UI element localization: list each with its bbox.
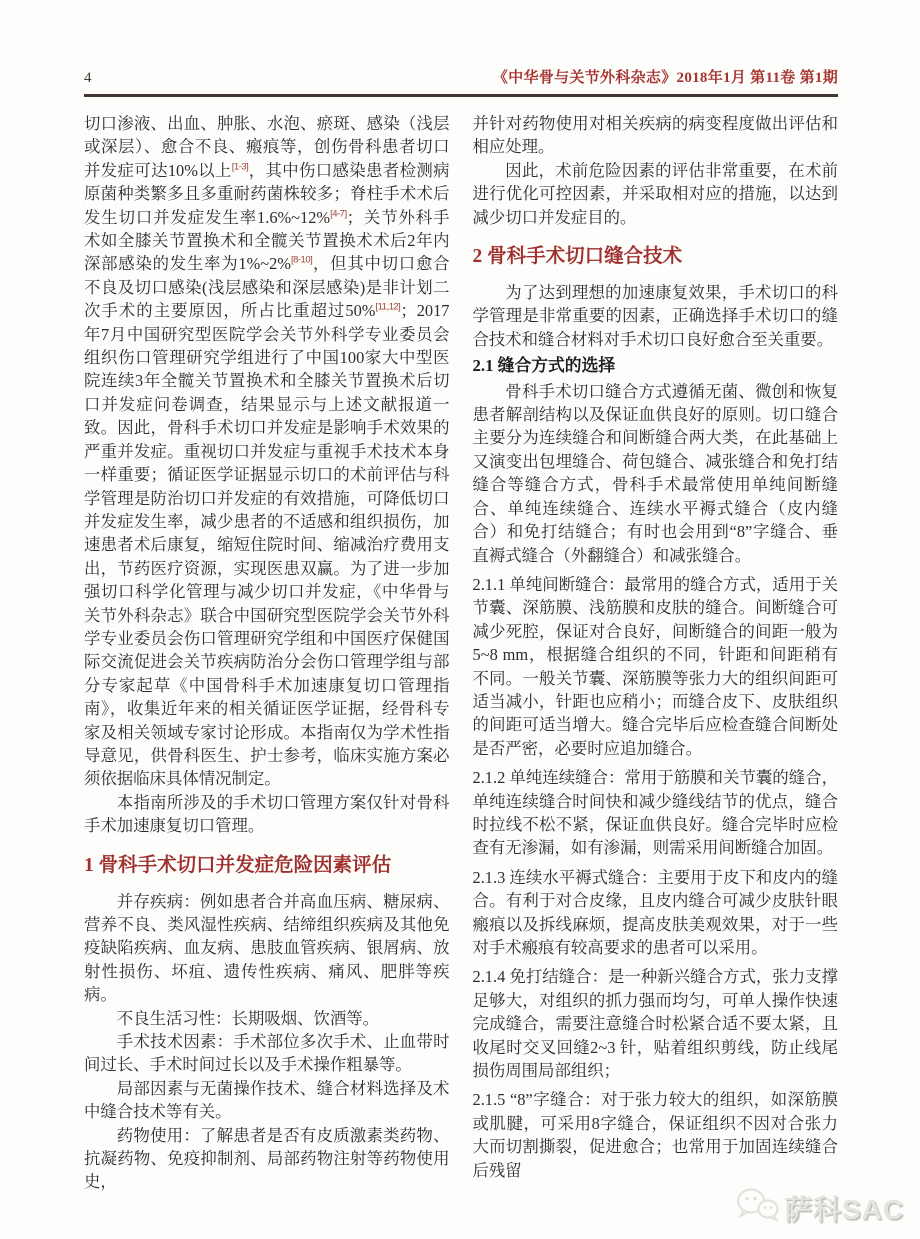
wechat-chat-bubbles-icon: [735, 1186, 781, 1229]
paragraph-2-1-2: 2.1.2 单纯连续缝合：常用于筋膜和关节囊的缝合，单纯连续缝合时间快和减少缝线结节的优点，缝合时拉线不松不紧，保证血供良好。缝合完毕时应检查有无渗漏，如有渗漏，则需采用间断缝合加固。: [472, 768, 838, 858]
intro-paragraph-continuation: 切口渗液、出血、肿胀、水泡、瘀斑、感染（浅层或深层）、愈合不良、瘢痕等，创伤骨科患者切口并发症可达10%以上[1-3]，其中伤口感染患者检测病原菌种类繁多且多重耐药菌株较多；脊柱手术术后发生切口并发症发生率1.6%~12%[4-7]；关节外科手术如全膝关节置换术和全髋关节置换术术后2年内深部感染的发生率为1%~2%[8-10]，但其中切口愈合不良及切口感染(浅层感染和深层感染)是非计划二次手术的主要原因，所占比重超过50%[11,12]；2017年7月中国研究型医院学会关节外科学专业委员会组织伤口管理研究学组进行了中国100家大中型医院连续3年全髋关节置换术和全膝关节置换术后切口并发症问卷调查，结果显示与上述文献报道一致。因此，骨科手术切口并发症是影响手术效果的严重并发症。重视切口并发症与重视手术技术本身一样重要；循证医学证据显示切口的术前评估与科学管理是防治切口并发症的有效措施，可降低切口并发症发生率，减少患者的不适感和组织损伤，加速患者术后康复，缩短住院时间、缩减治疗费用支出，节药医疗资源，实现医患双赢。为了进一步加强切口科学化管理与减少切口并发症，《中华骨与关节外科杂志》联合中国研究型医院学会关节外科学专业委员会伤口管理研究学组和中国医疗保健国际交流促进会关节疾病防治分会伤口管理学组与部分专家起草《中国骨科手术加速康复切口管理指南》，收集近年来的相关循证医学证据，经骨科专家及相关领域专家讨论形成。本指南仅为学术性指导意见，供骨科医生、护士参考，临床实施方案必须依据临床具体情况制定。: [84, 114, 450, 789]
citation-superscript: [8-10]: [290, 254, 313, 266]
left-column: [84, 112, 450, 1194]
citation-superscript: [4-7]: [330, 208, 347, 220]
paragraph-2-1-3: 2.1.3 连续水平褥式缝合：主要用于皮下和皮内的缝合。有利于对合皮缘，且皮内缝合可减少皮肤针眼瘢痕以及拆线麻烦，提高皮肤美观效果，对于一些对手术瘢痕有较高要求的患者可以采用。: [472, 867, 838, 957]
journal-citation: 《中华骨与关节外科杂志》2018年1月 第11卷 第1期: [492, 70, 838, 86]
right-column: [473, 112, 839, 1194]
suture-intro-paragraph: 为了达到理想的加速康复效果，手术切口的科学管理是非常重要的因素，正确选择手术切口的缝合技术和缝合材料对手术切口良好愈合至关重要。: [472, 283, 838, 349]
drug-use-paragraph: 药物使用：了解患者是否有皮质激素类药物、抗凝药物、免疫抑制剂、局部药物注射等药物使用史，: [84, 1125, 450, 1192]
comorbidity-paragraph: 并存疾病：例如患者合并高血压病、糖尿病、营养不良、类风湿性疾病、结缔组织疾病及其他免疫缺陷疾病、血友病、患肢血管疾病、银屑病、放射性损伤、坏疽、遗传性疾病、痛风、肥胖等疾病。: [84, 891, 450, 1005]
suture-method-overview: 骨科手术切口缝合方式遵循无菌、微创和恢复患者解剖结构以及保证血供良好的原则。切口缝合主要分为连续缝合和间断缝合两大类，在此基础上又演变出包埋缝合、荷包缝合、减张缝合和免打结缝合等缝合方式，骨科手术最常使用单纯间断缝合、单纯连续缝合、连续水平褥式缝合（皮内缝合）和免打结缝合；有时也会用到“8”字缝合、垂直褥式缝合（外翻缝合）和减张缝合。: [472, 381, 838, 565]
paragraph-2-1-1: 2.1.1 单纯间断缝合：最常用的缝合方式，适用于关节囊、深筋膜、浅筋膜和皮肤的缝合。间断缝合可减少死腔，保证对合良好，间断缝合的间距一般为5~8 mm，根据缝合组织的不同，针距和间距稍有不同。一般关节囊、深筋膜等张力大的组织间距可适当减小，针距也应稍小；而缝合皮下、皮肤组织的间距可适当增大。缝合完毕后应检查缝合间断处是否严密，必要时应追加缝合。: [472, 574, 838, 758]
header-rule: [84, 94, 838, 97]
preop-assessment-paragraph: 因此，术前危险因素的评估非常重要，在术前进行优化可控因素，并采取相对应的措施，以达到减少切口并发症目的。: [472, 160, 838, 227]
article-body: [84, 112, 838, 1194]
section-2-1-subheading: 2.1 缝合方式的选择: [472, 356, 616, 376]
paragraph-2-1-4: 2.1.4 免打结缝合：是一种新兴缝合方式，张力支撑足够大，对组织的抓力强而均匀，可单人操作快速完成缝合，需要注意缝合时松紧合适不要太紧，且收尾时交叉回缝2~3 针，贴着组织剪线，防止线尾损伤周围局部组织；: [472, 967, 838, 1081]
page-header: [84, 66, 838, 94]
watermark: [735, 1186, 904, 1229]
citation-superscript: [1-3]: [231, 161, 249, 173]
citation-superscript: [11,12]: [375, 301, 401, 313]
surgical-factor-paragraph: 手术技术因素：手术部位多次手术、止血带时间过长、手术时间过长以及手术操作粗暴等。: [84, 1032, 450, 1075]
paragraph-2-1-5: 2.1.5 “8”字缝合：对于张力较大的组织，如深筋膜或肌腱，可采用8字缝合，保证组织不因对合张力大而切割撕裂，促进愈合；也常用于加固连续缝合后残留: [472, 1090, 838, 1180]
watermark-label: 萨科SAC: [783, 1193, 904, 1225]
scope-paragraph: 本指南所涉及的手术切口管理方案仅针对骨科手术加速康复切口管理。: [84, 792, 450, 836]
lifestyle-paragraph: 不良生活习性：长期吸烟、饮酒等。: [116, 1008, 380, 1028]
section-2-heading: 2 骨科手术切口缝合技术: [472, 246, 683, 268]
page-number: 4: [84, 70, 92, 86]
section-1-heading: 1 骨科手术切口并发症危险因素评估: [84, 854, 392, 876]
drug-use-continuation: 并针对药物使用对相关疾病的病变程度做出评估和相应处理。: [472, 114, 838, 157]
local-factor-paragraph: 局部因素与无菌操作技术、缝合材料选择及术中缝合技术等有关。: [84, 1078, 450, 1122]
